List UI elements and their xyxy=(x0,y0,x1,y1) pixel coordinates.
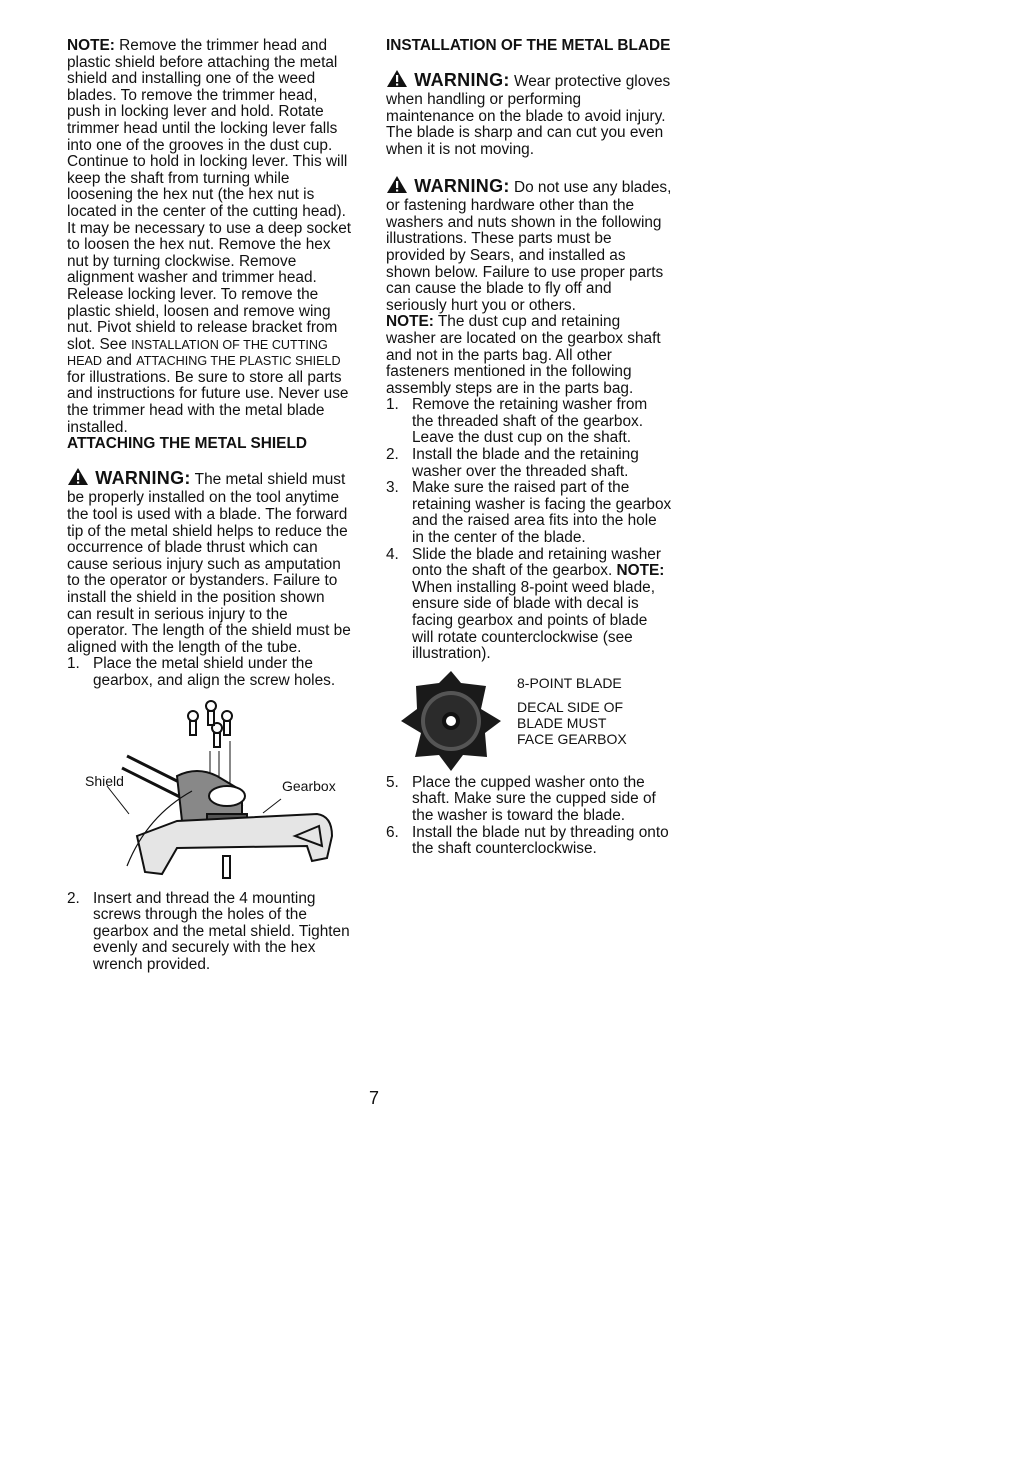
step-text: Remove the retaining washer from the threaded shaft of the gearbox. Leave the dust cup on the shaft. xyxy=(412,396,648,447)
screw-icon xyxy=(206,701,216,725)
cross-reference-cutting-head: INSTALLATION OF THE CUTTING HEAD xyxy=(67,337,328,369)
note-tail: for illustrations. Be sure to store all parts and instructions for future use. Never use the trimmer head with the metal blade installed. xyxy=(67,368,349,436)
step-text: Install the blade and the retaining washer over the threaded shaft. xyxy=(412,446,639,480)
shield-label: Shield xyxy=(85,772,124,789)
warning-triangle-icon xyxy=(67,467,89,491)
step-number: 3. xyxy=(386,479,399,497)
metal-shield-illustration xyxy=(67,696,352,881)
warning-gloves xyxy=(386,69,672,159)
step-number: 6. xyxy=(386,823,399,841)
note-text: The dust cup and retaining washer are located on the gearbox shaft and not in the parts bag. All other fasteners mentioned in the following assembly steps are in the parts bag. xyxy=(386,313,661,397)
step-number: 2. xyxy=(386,446,399,464)
gearbox-label: Gearbox xyxy=(282,777,336,794)
list-item xyxy=(386,480,672,546)
warning-metal-shield xyxy=(67,467,352,657)
dust-cup-note xyxy=(386,314,672,397)
list-item xyxy=(67,891,352,974)
step-number: 4. xyxy=(386,545,399,563)
page-number: 7 xyxy=(369,1088,380,1108)
heading-installation-metal-blade: INSTALLATION OF THE METAL BLADE xyxy=(386,37,671,54)
warning-text: The metal shield must be properly installed on the tool anytime the tool is used with a blade. The forward tip of the metal shield helps to reduce the occurrence of blade thrust which can cause serious injury such as amputation to the operator or bystanders. Failure to install the shield in the position shown can result in serious injury to the operator. The length of the shield must be aligned with the length of the tube. xyxy=(67,470,351,656)
step-text: Install the blade nut by threading onto the shaft counterclockwise. xyxy=(412,823,669,858)
list-item xyxy=(386,397,672,447)
step-text: Place the cupped washer onto the shaft. Make sure the cupped side of the washer is toward the blade. xyxy=(412,773,656,824)
step-number: 1. xyxy=(67,655,80,673)
warning-label: WARNING: xyxy=(95,467,191,488)
step-number: 2. xyxy=(67,889,80,907)
step-4-note-text: When installing 8-point weed blade, ensure side of blade with decal is facing gearbox and points of blade will rotate counterclockwise (see illustration). xyxy=(412,578,655,663)
warning-text: Do not use any blades, or fastening hardware other than the washers and nuts shown in the following illustrations. These parts must be provided by Sears, and installed as shown below. Failure to use proper parts can cause the blade to fly off and seriously hurt you or others. xyxy=(386,178,672,314)
note-label: NOTE: xyxy=(386,313,434,331)
left-column xyxy=(67,38,352,974)
step-text: Insert and thread the 4 mounting screws through the holes of the gearbox and the metal shield. Tighten evenly and securely with the hex wrench provided. xyxy=(93,889,350,973)
shield-steps-continued xyxy=(67,891,352,974)
list-item xyxy=(386,825,672,858)
step-4-text: Slide the blade and retaining washer onto the shaft of the gearbox. xyxy=(412,545,661,580)
warning-label: WARNING: xyxy=(414,69,510,90)
warning-text: Wear protective gloves when handling or performing maintenance on the blade to avoid injury. The blade is sharp and can cut you even when it is not moving. xyxy=(386,72,671,158)
cross-reference-plastic-shield: ATTACHING THE PLASTIC SHIELD xyxy=(136,354,341,369)
step-text: Make sure the raised part of the retaining washer is facing the gearbox and the raised area fits into the hole in the center of the blade. xyxy=(412,479,672,547)
blade-steps xyxy=(386,397,672,663)
list-item xyxy=(67,656,352,689)
blade-title: 8-POINT BLADE xyxy=(517,674,622,691)
blade-labels xyxy=(517,675,627,747)
intro-note xyxy=(67,38,352,436)
warning-triangle-icon xyxy=(386,69,408,93)
list-item xyxy=(386,775,672,825)
right-column xyxy=(386,38,672,858)
list-item xyxy=(386,547,672,663)
note-text: Remove the trimmer head and plastic shield before attaching the metal shield and installing one of the weed blades. To remove the trimmer head, push in locking lever and hold. Rotate trimmer head until the locking lever falls into one of the grooves in the dust cup. Continue to hold in locking lever. This will keep the shaft from turning while loosening the hex nut (the hex nut is located in the center of the cutting head). It may be necessary to use a deep socket to loosen the hex nut. Remove the hex nut by turning clockwise. Remove alignment washer and trimmer head. Release locking lever. To remove the plastic shield, loosen and remove wing nut. Pivot shield to release bracket from slot. See xyxy=(67,37,352,353)
step-text: Place the metal shield under the gearbox, and align the screw holes. xyxy=(93,655,336,689)
warning-triangle-icon xyxy=(386,175,408,199)
warning-proper-parts xyxy=(386,175,672,315)
decal-line-3: FACE GEARBOX xyxy=(517,730,627,747)
list-item xyxy=(386,447,672,480)
step-4-note-label: NOTE: xyxy=(616,562,665,580)
shield-steps xyxy=(67,656,352,689)
eight-point-blade-illustration xyxy=(386,671,672,771)
note-label: NOTE: xyxy=(67,37,115,54)
note-and: and xyxy=(106,352,132,370)
blade-steps-continued xyxy=(386,775,672,858)
decal-line-1: DECAL SIDE OF xyxy=(517,698,624,715)
decal-line-2: BLADE MUST xyxy=(517,714,607,731)
heading-attaching-metal-shield: ATTACHING THE METAL SHIELD xyxy=(67,435,307,453)
blade-drawing xyxy=(386,671,516,771)
step-number: 5. xyxy=(386,773,399,791)
step-text xyxy=(412,547,672,663)
step-number: 1. xyxy=(386,396,399,414)
warning-label: WARNING: xyxy=(414,175,510,196)
